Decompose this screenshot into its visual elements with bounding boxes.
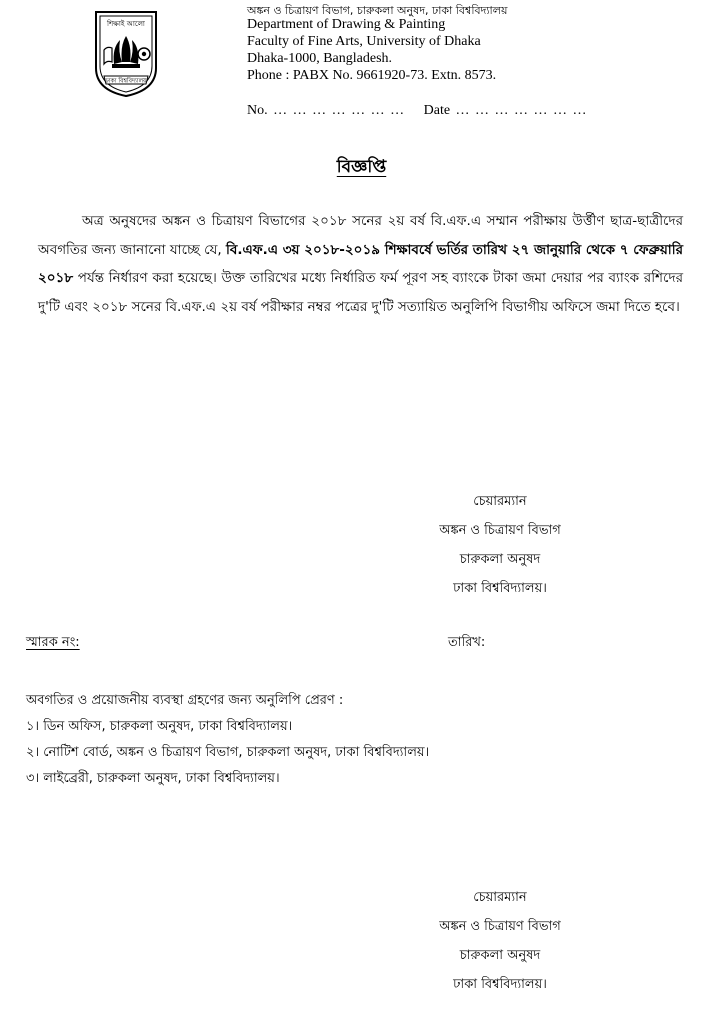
signature-faculty: চারুকলা অনুষদ	[459, 948, 541, 963]
copy-distribution	[26, 688, 429, 792]
copy-item: ১। ডিন অফিস, চারুকলা অনুষদ, ঢাকা বিশ্ববিদ্যালয়।	[26, 719, 293, 734]
letterhead-department: Department of Drawing & Painting	[247, 17, 446, 32]
letterhead-faculty: Faculty of Fine Arts, University of Dhaka	[247, 34, 481, 49]
body-text-bold: বি.এফ.এ ৩য় ২০১৮-২০১৯ শিক্ষাবর্ষে ভর্তির তারিখ ২৭ জানুয়ারি থেকে ৭ ফেব্রুয়ারি ২০১৮	[38, 241, 683, 286]
signature-title: চেয়ারম্যান	[473, 890, 527, 905]
signature-title: চেয়ারম্যান	[473, 494, 527, 509]
letterhead-phone: Phone : PABX No. 9661920-73. Extn. 8573.	[247, 68, 497, 83]
notice-body	[38, 207, 683, 321]
eye-emblem-icon	[138, 48, 150, 60]
university-logo	[92, 6, 160, 98]
book-icon	[104, 47, 112, 64]
memo-number-label: স্মারক নং:	[26, 635, 80, 650]
logo-university-name: ঢাকা বিশ্ববিদ্যালয়	[105, 77, 147, 85]
copy-item: ৩। লাইব্রেরী, চারুকলা অনুষদ, ঢাকা বিশ্ববিদ্যালয়।	[26, 771, 280, 786]
reference-line	[247, 103, 587, 119]
copy-intro: অবগতির ও প্রয়োজনীয় ব্যবস্থা গ্রহণের জন্য অনুলিপি প্রেরণ :	[26, 693, 344, 708]
copy-item: ২। নোটিশ বোর্ড, অঙ্কন ও চিত্রায়ণ বিভাগ, চারুকলা অনুষদ, ঢাকা বিশ্ববিদ্যালয়।	[26, 745, 430, 760]
signature-block-bottom	[380, 883, 620, 999]
signature-university: ঢাকা বিশ্ববিদ্যালয়।	[453, 977, 547, 992]
signature-faculty: চারুকলা অনুষদ	[459, 552, 541, 567]
memo-date-label: তারিখ:	[448, 635, 486, 650]
signature-department: অঙ্কন ও চিত্রায়ণ বিভাগ	[439, 523, 561, 538]
logo-motto: শিক্ষাই আলো	[107, 20, 145, 28]
signature-department: অঙ্কন ও চিত্রায়ণ বিভাগ	[439, 919, 561, 934]
notice-title: বিজ্ঞপ্তি	[336, 157, 387, 177]
body-text-part2: পর্যন্ত নির্ধারণ করা হয়েছে। উক্ত তারিখের মধ্যে নির্ধারিত ফর্ম পূরণ সহ ব্যাংকে টাকা জমা দেয়ার পর ব্যাংক রশিদের দু'টি এবং ২০১৮ সনের বি.এফ.এ ২য় বর্ষ পরীক্ষার নম্বর পত্রের দু'টি সত্যায়িত অনুলিপি বিভাগীয় অফিসে জমা দিতে হবে।	[38, 270, 683, 315]
reference-date-label: Date … … … … … … …	[423, 103, 587, 118]
reference-no-label: No. … … … … … … …	[247, 103, 405, 118]
body-text-part1: অত্র অনুষদের অঙ্কন ও চিত্রায়ণ বিভাগের ২০১৮ সনের ২য় বর্ষ বি.এফ.এ সম্মান পরীক্ষায় উর্ত্তীণ ছাত্র-ছাত্রীদের অবগতির জন্য জানানো যাচ্ছে যে,	[38, 213, 683, 258]
letterhead-address: Dhaka-1000, Bangladesh.	[247, 51, 393, 66]
letterhead-bangla-line: অঙ্কন ও চিত্রায়ণ বিভাগ, চারুকলা অনুষদ, ঢাকা বিশ্ববিদ্যালয়	[247, 4, 508, 17]
signature-block-top	[380, 487, 620, 603]
signature-university: ঢাকা বিশ্ববিদ্যালয়।	[453, 581, 547, 596]
lotus-icon	[112, 36, 140, 68]
